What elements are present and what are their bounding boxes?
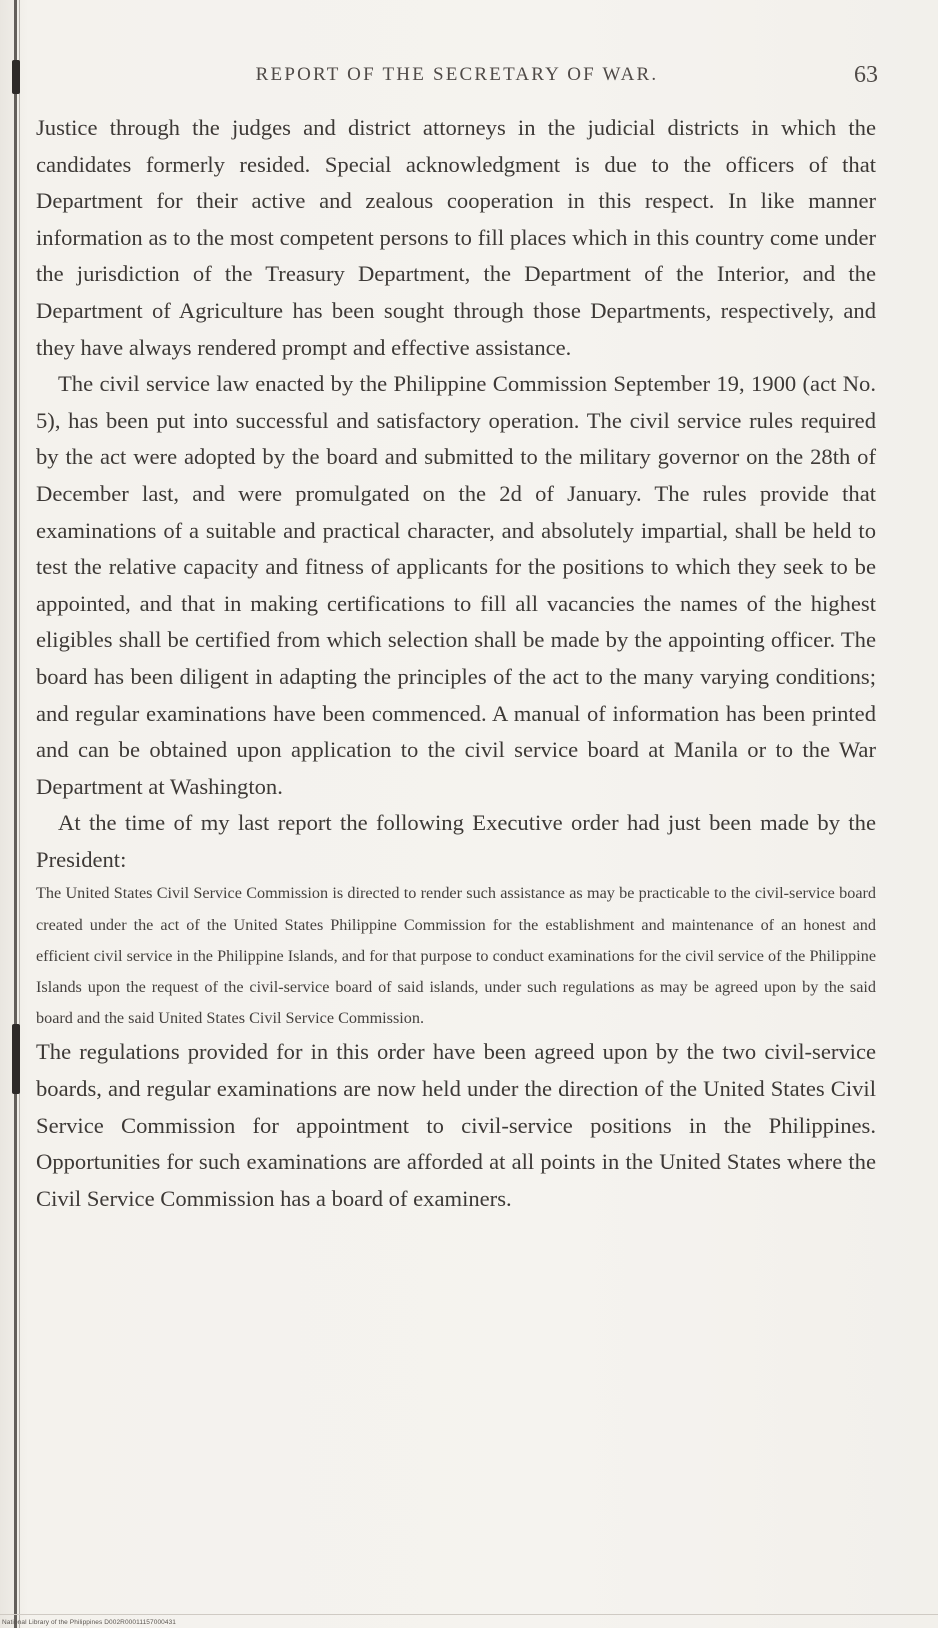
page-header <box>36 64 878 94</box>
paragraph-executive-order-intro: At the time of my last report the following Executive order had just been made by the President: <box>36 810 876 872</box>
page-body <box>36 110 876 1217</box>
binding-mark <box>12 60 20 94</box>
page-number: 63 <box>854 62 878 88</box>
binding-edge-shadow <box>19 0 20 1628</box>
library-stamp: National Library of the Philippines D002R00011157000431 <box>2 1619 177 1626</box>
running-head: REPORT OF THE SECRETARY OF WAR. <box>255 64 659 85</box>
binding-mark <box>12 1024 20 1094</box>
paragraph-regulations: The regulations provided for in this order have been agreed upon by the two civil-service boards, and regular examinations are now held under the direction of the United States Civil Service Commission for appointment to civil-service positions in the Philippines. Opportunities for such examinations are afforded at all points in the United States where the Civil Service Commission has a board of examiners. <box>36 1039 876 1211</box>
paragraph-continued: Justice through the judges and district attorneys in the judicial districts in which the candidates formerly resided. Special acknowledgment is due to the officers of that Department for their active and zealous cooperation in this respect. In like manner information as to the most competent persons to fill places which in this country come under the jurisdiction of the Treasury Department, the Department of the Interior, and the Department of Agriculture has been sought through those Departments, respectively, and they have always rendered prompt and effective assistance. <box>36 115 876 360</box>
binding-edge <box>14 0 17 1628</box>
bottom-rule <box>0 1614 938 1615</box>
executive-order-quote: The United States Civil Service Commission is directed to render such assistance as may be practicable to the civil-service board created under the act of the United States Philippine Commission for the establishment and maintenance of an honest and efficient civil service in the Philippine Islands, and for that purpose to conduct examinations for the civil service of the Philippine Islands upon the request of the civil-service board of said islands, under such regulations as may be agreed upon by the said board and the said United States Civil Service Commission. <box>36 884 876 1028</box>
paragraph-civil-service-law: The civil service law enacted by the Philippine Commission September 19, 1900 (act No. 5), has been put into successful and satisfactory operation. The civil service rules required by the act were adopted by the board and submitted to the military governor on the 28th of December last, and were promulgated on the 2d of January. The rules provide that examinations of a suitable and practical character, and absolutely impartial, shall be held to test the relative capacity and fitness of applicants for the positions to which they seek to be appointed, and that in making certifications to fill all vacancies the names of the highest eligibles shall be certified from which selection shall be made by the appointing officer. The board has been diligent in adapting the principles of the act to the many varying conditions; and regular examinations have been commenced. A manual of information has been printed and can be obtained upon application to the civil service board at Manila or to the War Department at Washington. <box>36 371 876 799</box>
